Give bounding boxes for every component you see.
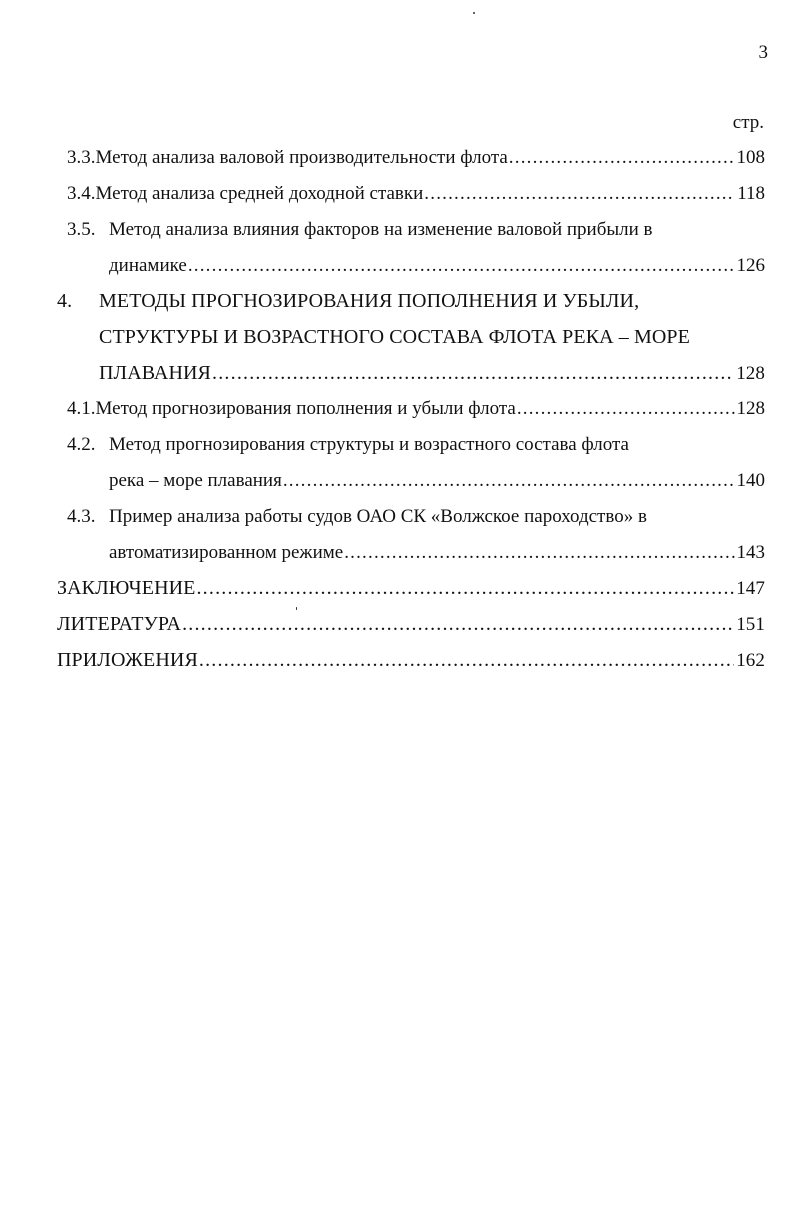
toc-entry-title: Метод анализа влияния факторов на изменение валовой прибыли в xyxy=(109,219,653,240)
toc-entry-title-continuation: река – море плавания xyxy=(109,470,282,491)
toc-appendices xyxy=(57,648,765,672)
toc-entry-4-2 xyxy=(67,433,765,457)
toc-entry-title-continuation: автоматизированном режиме xyxy=(109,542,344,563)
toc-entry-page: 147 xyxy=(736,578,765,599)
toc-entry-number: 4.2. xyxy=(67,434,96,455)
toc-entry-page: 140 xyxy=(736,470,765,491)
toc-section-title: ЛИТЕРАТУРА xyxy=(57,613,182,635)
dot-leader xyxy=(182,612,734,636)
dot-leader xyxy=(196,576,734,600)
toc-entry-page: 128 xyxy=(736,363,765,384)
dot-leader xyxy=(517,397,735,421)
toc-chapter-4-line-3 xyxy=(99,361,765,385)
toc-entry-number: 3.5. xyxy=(67,219,96,240)
toc-chapter-4 xyxy=(57,289,765,313)
toc-references xyxy=(57,612,765,636)
dot-leader xyxy=(424,182,735,206)
toc-entry-number: 4.3. xyxy=(67,506,96,527)
toc-chapter-title-continuation: ПЛАВАНИЯ xyxy=(99,362,212,384)
dot-leader xyxy=(199,648,734,672)
toc-entry-4-3 xyxy=(67,505,765,529)
dot-leader xyxy=(212,361,734,385)
toc-chapter-4-line-2 xyxy=(99,325,765,349)
toc-chapter-title: МЕТОДЫ ПРОГНОЗИРОВАНИЯ ПОПОЛНЕНИЯ И УБЫЛИ, xyxy=(99,290,640,312)
toc-entry-page: 108 xyxy=(736,147,765,168)
toc-chapter-title-line-2: СТРУКТУРЫ И ВОЗРАСТНОГО СОСТАВА ФЛОТА РЕКА – МОРЕ xyxy=(99,326,690,348)
toc-entry-3-5-continuation xyxy=(109,254,765,278)
toc-section-title: ЗАКЛЮЧЕНИЕ xyxy=(57,577,196,599)
dot-leader xyxy=(509,146,735,170)
toc-entry-number: 4. xyxy=(57,290,73,312)
toc-entry-title: Пример анализа работы судов ОАО СК «Волжское пароходство» в xyxy=(109,506,647,527)
scan-speck xyxy=(296,607,297,610)
toc-entry-4-1 xyxy=(67,397,765,421)
toc-entry-3-4 xyxy=(67,182,765,206)
toc-entry-page: 128 xyxy=(736,398,765,419)
toc-entry-3-3 xyxy=(67,146,765,170)
toc-entry-number: 4.1. xyxy=(67,398,96,419)
dot-leader xyxy=(188,254,735,278)
toc-entry-title: Метод прогнозирования пополнения и убыли флота xyxy=(95,398,516,419)
toc-entry-title: Метод анализа валовой производительности флота xyxy=(95,147,508,168)
page-column-label: стр. xyxy=(732,112,764,133)
toc-entry-title: Метод анализа средней доходной ставки xyxy=(95,183,424,204)
toc-section-title: ПРИЛОЖЕНИЯ xyxy=(57,649,198,671)
toc-conclusion xyxy=(57,576,765,600)
toc-entry-4-3-continuation xyxy=(109,541,765,565)
dot-leader xyxy=(283,469,735,493)
page-number: 3 xyxy=(758,42,768,63)
toc-entry-number: 3.3. xyxy=(67,147,96,168)
toc-entry-page: 118 xyxy=(737,183,765,204)
toc-entry-number: 3.4. xyxy=(67,183,96,204)
dot-leader xyxy=(344,541,734,565)
toc-entry-page: 162 xyxy=(736,650,765,671)
toc-entry-title: Метод прогнозирования структуры и возрастного состава флота xyxy=(109,434,629,455)
toc-entry-page: 126 xyxy=(736,255,765,276)
toc-entry-page: 151 xyxy=(736,614,765,635)
toc-entry-page: 143 xyxy=(736,542,765,563)
toc-entry-4-2-continuation xyxy=(109,469,765,493)
toc-entry-title-continuation: динамике xyxy=(109,255,187,276)
toc-entry-3-5 xyxy=(67,218,765,242)
scan-speck xyxy=(473,12,475,14)
